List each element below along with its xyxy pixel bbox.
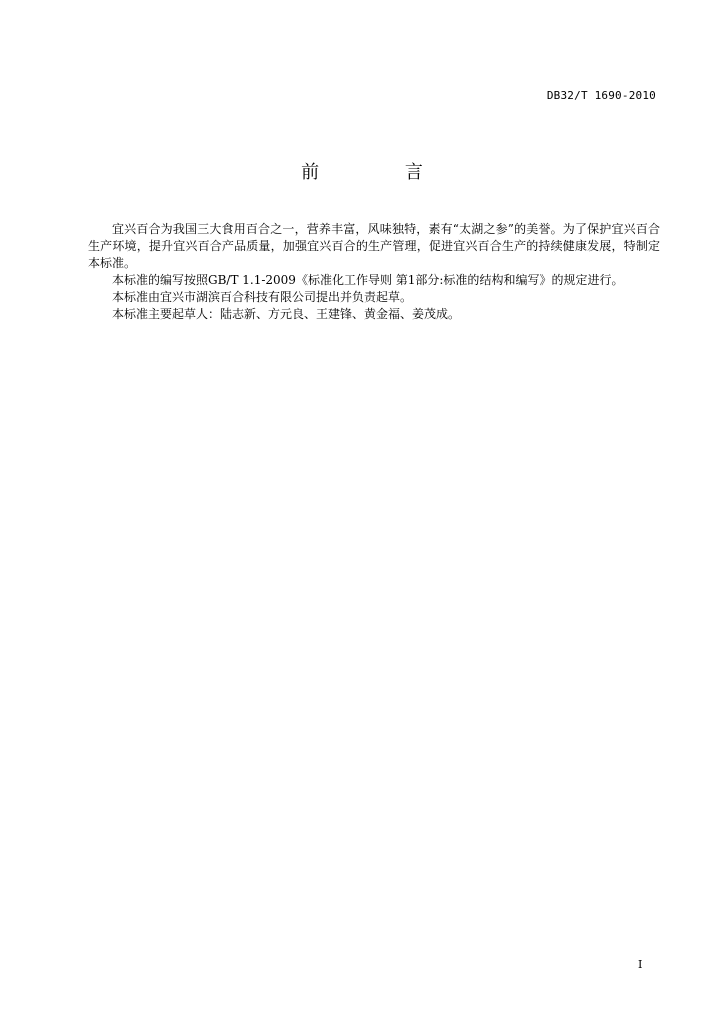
section-title: 前 言 <box>301 162 463 183</box>
paragraph: 本标准主要起草人：陆志新、方元良、王建锋、黄金福、姜茂成。 <box>112 307 461 321</box>
page-number: I <box>638 958 643 971</box>
paragraph: 本标准由宜兴市湖滨百合科技有限公司提出并负责起草。 <box>112 290 413 304</box>
foreword-body <box>88 221 660 323</box>
document-number: DB32/T 1690-2010 <box>546 89 656 102</box>
paragraph: 宜兴百合为我国三大食用百合之一，营养丰富，风味独特，素有“太湖之参”的美誉。为了保护宜兴百合生产环境，提升宜兴百合产品质量，加强宜兴百合的生产管理，促进宜兴百合生产的持续健康发展，特制定本标准。 <box>88 222 660 270</box>
paragraph: 本标准的编写按照GB/T 1.1-2009《标准化工作导则 第1部分:标准的结构和编写》的规定进行。 <box>112 273 624 287</box>
